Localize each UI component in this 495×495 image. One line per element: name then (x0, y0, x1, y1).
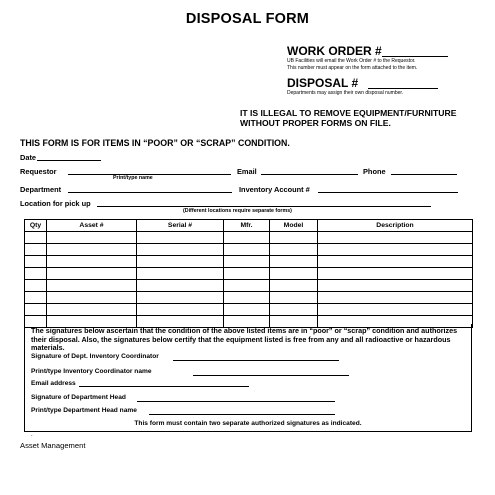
table-cell[interactable] (270, 280, 318, 292)
table-cell[interactable] (25, 292, 47, 304)
dept-coordinator-signature-label: Signature of Dept. Inventory Coordinator (31, 353, 159, 360)
table-cell[interactable] (224, 304, 270, 316)
page-title: DISPOSAL FORM (185, 11, 310, 27)
table-cell[interactable] (318, 232, 473, 244)
col-header-mfr: Mfr. (224, 220, 270, 232)
table-cell[interactable] (47, 268, 137, 280)
table-header-row (25, 220, 473, 232)
table-row (25, 304, 473, 316)
email-address-field[interactable] (79, 386, 249, 387)
col-header-asset: Asset # (47, 220, 137, 232)
legal-warning-line1: IT IS ILLEGAL TO REMOVE EQUIPMENT/FURNITURE (240, 108, 457, 118)
col-header-model: Model (270, 220, 318, 232)
footer-dot: . (31, 432, 33, 438)
table-cell[interactable] (318, 304, 473, 316)
table-cell[interactable] (318, 292, 473, 304)
section-heading: THIS FORM IS FOR ITEMS IN “POOR” OR “SCRAP” CONDITION. (20, 138, 290, 148)
table-cell[interactable] (224, 244, 270, 256)
requestor-label: Requestor (20, 167, 57, 176)
department-field[interactable] (68, 192, 232, 193)
email-label: Email (237, 167, 257, 176)
table-cell[interactable] (270, 304, 318, 316)
location-field[interactable] (97, 206, 431, 207)
table-row (25, 280, 473, 292)
email-address-label: Email address (31, 380, 76, 387)
disposal-label: DISPOSAL # (287, 76, 359, 90)
table-cell[interactable] (25, 280, 47, 292)
inventory-account-field[interactable] (318, 192, 458, 193)
table-cell[interactable] (224, 280, 270, 292)
table-cell[interactable] (318, 244, 473, 256)
table-cell[interactable] (25, 304, 47, 316)
phone-label: Phone (363, 167, 386, 176)
col-header-qty: Qty (25, 220, 47, 232)
table-cell[interactable] (137, 232, 224, 244)
disposal-note: Departments may assign their own disposal number. (287, 90, 404, 96)
table-cell[interactable] (270, 292, 318, 304)
table-cell[interactable] (318, 280, 473, 292)
coordinator-name-label: Print/type Inventory Coordinator name (31, 368, 152, 375)
footer-text: Asset Management (20, 441, 86, 450)
table-cell[interactable] (47, 304, 137, 316)
table-cell[interactable] (270, 244, 318, 256)
items-table (24, 219, 473, 328)
table-cell[interactable] (137, 304, 224, 316)
table-cell[interactable] (25, 244, 47, 256)
disposal-field[interactable] (368, 88, 438, 89)
table-cell[interactable] (47, 244, 137, 256)
date-field[interactable] (37, 160, 101, 161)
signatures-box (24, 324, 472, 432)
legal-warning-line2: WITHOUT PROPER FORMS ON FILE. (240, 118, 391, 128)
table-cell[interactable] (270, 232, 318, 244)
signatures-statement: The signatures below ascertain that the condition of the above listed items are in “poor” or “scrap” condition and authorizes their disposal. Also, the signatures below certify that the equipment listed is free from any and all radioactive or hazardous materials. (31, 326, 458, 353)
table-cell[interactable] (270, 268, 318, 280)
dept-coordinator-signature-field[interactable] (173, 360, 339, 361)
inventory-account-label: Inventory Account # (239, 185, 310, 194)
signatures-note: This form must contain two separate authorized signatures as indicated. (134, 420, 362, 427)
table-cell[interactable] (224, 256, 270, 268)
table-cell[interactable] (47, 280, 137, 292)
location-note: (Different locations require separate forms) (183, 208, 292, 214)
coordinator-name-field[interactable] (193, 375, 349, 376)
work-order-note (287, 58, 417, 71)
dept-head-signature-field[interactable] (137, 401, 335, 402)
col-header-description: Description (318, 220, 473, 232)
work-order-note-line1: UB Facilities will email the Work Order # to the Requestor. (287, 58, 416, 64)
table-cell[interactable] (47, 292, 137, 304)
work-order-label: WORK ORDER # (287, 44, 382, 58)
table-cell[interactable] (318, 268, 473, 280)
table-cell[interactable] (25, 232, 47, 244)
table-cell[interactable] (224, 292, 270, 304)
print-type-name-hint: Print/type name (113, 175, 153, 181)
table-cell[interactable] (25, 256, 47, 268)
table-cell[interactable] (224, 268, 270, 280)
date-label: Date (20, 153, 37, 162)
table-cell[interactable] (137, 244, 224, 256)
table-cell[interactable] (137, 280, 224, 292)
table-row (25, 244, 473, 256)
work-order-field[interactable] (382, 56, 448, 57)
table-cell[interactable] (137, 268, 224, 280)
table-cell[interactable] (270, 256, 318, 268)
dept-head-name-field[interactable] (149, 414, 335, 415)
dept-head-signature-label: Signature of Department Head (31, 394, 126, 401)
table-row (25, 292, 473, 304)
work-order-note-line2: This number must appear on the form attached to the item. (287, 64, 418, 71)
phone-field[interactable] (391, 174, 457, 175)
table-cell[interactable] (47, 256, 137, 268)
department-label: Department (20, 185, 62, 194)
table-cell[interactable] (137, 292, 224, 304)
legal-warning (240, 108, 456, 128)
dept-head-name-label: Print/type Department Head name (31, 407, 137, 414)
table-row (25, 268, 473, 280)
location-label: Location for pick up (20, 199, 91, 208)
table-cell[interactable] (25, 268, 47, 280)
col-header-serial: Serial # (137, 220, 224, 232)
table-cell[interactable] (224, 232, 270, 244)
table-row (25, 256, 473, 268)
table-cell[interactable] (137, 256, 224, 268)
table-row (25, 232, 473, 244)
email-field[interactable] (261, 174, 358, 175)
table-cell[interactable] (318, 256, 473, 268)
table-cell[interactable] (47, 232, 137, 244)
